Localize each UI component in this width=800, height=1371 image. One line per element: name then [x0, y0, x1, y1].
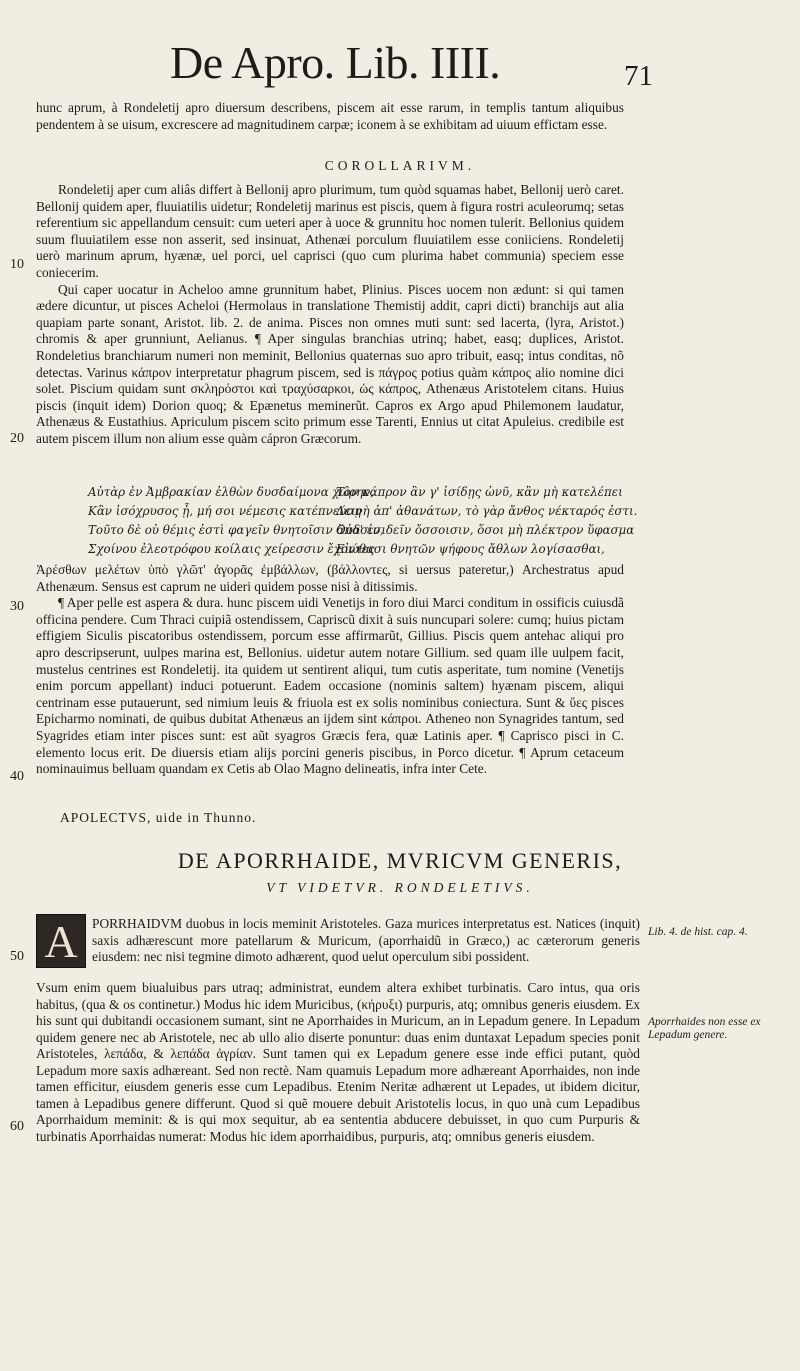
corollarium-paragraph: Qui caper uocatur in Acheloo amne grunnitum habet, Plinius. Pisces uocem non ædunt: si qui tamen ædere dicuntur, ut pisces Acheloi (Hermolaus in translatione Themistij addit, capri dicti) branchijs aut alia quapiam parte sonant, Aristot. lib. 2. de anima. Pisces non omnes muti sunt: sed lacerta, (lyra, Aristot.) chromis & aper grunniunt, Aelianus. ¶ Aper singulas branchias utrinq; habet, easq; duplices, Aristot. Rondeletius branchiarum numeri non meminit, Bellonius quaternas suo apro tribuit, easq; intus conditas, nõ detectas. Varinus κάπρον interpretatur phagrum piscem, sed is πάγρος potius quàm κάπρος alio nomine dici solet. Piscium quidam sunt σκληρόστοι καὶ τραχύσαρκοι, ὡς κάπρος, Athenæus Aristotelem citans. Huius piscis (inquit idem) Dorion quoq; & Epænetus meminerũt. Capros ex Argo apud Philemonem laudatur, Athenæus & Eustathius. Apriculum piscem scito primum esse Tarenti, Ennius ut citat Apuleius. credibile est autem piscem illum non alium esse quàm cápron Græcorum. [36, 281, 624, 446]
verse-row [88, 522, 635, 541]
verse-right: Εἰώθασι θνητῶν ψήφους ἄθλων λογίσασθαι, [336, 542, 605, 556]
verse-row [88, 541, 628, 560]
verse-left: Αὐτὰρ ἐν Ἀμβρακίαν ἐλθὼν δυσδαίμονα χώρην, [88, 485, 375, 499]
verse-tail-and-aper [36, 562, 624, 778]
verse-left: Κἂν ἰσόχρυσος ᾖ, μή σοι νέμεσις κατέπνεύσῃ [88, 504, 362, 518]
verse-right: Τὸν κάπρον ἂν γ' ἰσίδῃς ὠνῦ, κἂν μὴ κατελέπει [336, 485, 623, 499]
line-number: 30 [10, 599, 24, 614]
line-number: 40 [10, 769, 24, 784]
line-number: 10 [10, 257, 24, 272]
line-number: 20 [10, 431, 24, 446]
corollarium-paragraph: Rondeletij aper cum aliâs differt à Bellonij apro plurimum, tum quòd squamas habet, Bellonij uerò caret. Bellonij quidem aper, fluuiatilis uidetur; Rondeletij marinus est piscis, quem à figura rostri aculeorumq; setas referentium sic appellandum censuit: cum ueteri aper à uoce & grunnitu hoc nomen tulerit. Bellonius quidem suum fluuiatilem esse non asserit, sed insinuat, Athenæi porculum fluuiatilem esse coniiciens. Rondeletij uerò marinum aprum, hyænæ, uel porci, uel caprisci (quo cum plurima habet communia) speciem esse coniecerim. [36, 182, 624, 280]
section-subtitle: VT VIDETVR. RONDELETIVS. [266, 880, 534, 895]
intro-paragraph [36, 100, 624, 133]
corollarium-body [36, 182, 624, 448]
page-number: 71 [624, 60, 653, 92]
aper-paragraph: ¶ Aper pelle est aspera & dura. hunc piscem uidi Venetijs in foro diui Marci conditum in ossificis cuiusdã officina pendere. Cum Thraci cuipiã ostendissem, Capriscũ dixit à suis nuncupari solere: cumq; huius pictam effigiem Siculis piscatoribus ostendissem, porcum esse affirmarũt, Gillius. Piscis quem antehac aliqui pro apro descripserunt, uulpes marina est, Bellonius. uidetur autem notare Gillium. sed quam ille uulpem facit, mustelus centrines est Rondeletij. ita quidem ut sentirent aliqui, tum cutis asperitate, tum nomine (Venetijs enim porcum appellant) induci potuerunt. Eadem occasione (nominis saltem) hyænam piscem, aliqui centrinam esse putauerunt, sed nimium leuis & friuola est ex solis nominibus coniectura. Sunt & ὕες pisces Epicharmo nominati, de quibus dubitat Athenæus an ijdem sint κάπροι. Atheneo non Synagrides tantum, sed Syagrides etiam inter pisces sunt: est aũt syagros Græcis fera, quæ Latinis aper. ¶ Caprisco pisci in C. elemento locus erit. De diuersis etiam alijs porcini generis piscibus, in Porco dicetur. ¶ Aprum cetaceum nominauimus belluam quandam ex Cetis ab Olao Magno delineatis, infra inter Cete. [36, 595, 624, 777]
section-title: DE APORRHAIDE, MVRICVM GENERIS, [177, 848, 623, 873]
verse-tail: Ἀρέσθων μελέτων ὑπὸ γλῶτ' ἀγορᾶς ἐμβάλλων, (βάλλοντες, si uersus pateretur,) Archestratus apud Athenæum. Sensus est caprum ne uideri quidem posse nisi à ditissimis. [36, 562, 624, 594]
greek-verses [88, 484, 638, 560]
verse-row [88, 503, 638, 522]
apolectus-reference: APOLECTVS, uide in Thunno. [60, 810, 257, 825]
verse-right: Δεινὴ ἀπ' ἀθανάτων, τὸ γὰρ ἄνθος νέκταρός ἐστι. [336, 504, 638, 518]
section-first-lines: PORRHAIDVM duobus in locis meminit Aristoteles. Gaza murices interpretatus est. Natices (inquit) saxis adhærescunt more patellarum & Muricum, (aporrhaidũ in Græco,) ac cæterorum generis eiusdem: nec nisi tegmine dimoto adhærent, quod uelut operculum sibi possident. [92, 916, 640, 964]
intro-text: hunc aprum, à Rondeletij apro diuersum describens, piscem ait esse rarum, in templis tantum aliquibus pendentem à se uisum, excrescere ad magnitudinem carpæ; iconem à se exhibitam ad uiuum effictam esse. [36, 100, 624, 132]
verse-left: Σχοίνου ἐλεοτρόφου κοίλαις χείρεσσιν ἔχοντες [88, 542, 375, 556]
verse-row [88, 484, 628, 503]
marginal-reference: Lib. 4. de hist. cap. 4. [648, 926, 748, 938]
corollarium-heading: COROLLARIVM. [324, 158, 476, 173]
verse-left: Τοῦτο δὲ οὐ θέμις ἐστὶ φαγεῖν θνητοῖσιν ἅπασιν, [88, 523, 384, 537]
running-head: De Apro. Lib. IIII. [170, 37, 501, 88]
verse-right: Οὐδ' ἐσιδεῖν ὄσσοισιν, ὅσοι μὴ πλέκτρον ὕφασμα [336, 523, 635, 537]
line-number: 50 [10, 949, 24, 964]
marginal-note: Aporrhaides non esse ex Lepadum genere. [648, 1016, 761, 1041]
section-body: Vsum enim quem biualuibus pars utraq; administrat, eundem altera exhibet turbinatis. Caro intus, qua oris habitus, (qua & os continetur.) Modus hic idem Muricibus, (κήρυξι) purpuris, atq; omnibus generis eiusdem. Ex his sunt qui dubitandi occasionem sumant, sint ne Aporrhaides in Muricum, an in Lepadum genere. In Lepadum quidem genere nec ab Aristotele, nec ab ullo alio diserte ponuntur: duas enim duntaxat Lepadum species ponit Aristoteles, λεπάδα, & λεπάδα ἀγρίαν. Sunt tamen qui ex Lepadum genere esse inde effici putant, quòd Lepadum more saxis adhæreant. Sed non rectè. Nam quamuis Lepadum more adhæreant Aporrhaides, non inde tamen efficitur, eiusdem generis esse cum Lepadibus. Etenim Neritæ adhærent ut Lepades, ut ibidem dicitur, tamen à Lepadibus genere differunt. Quod si quẽ mouere debuit Aristotelis locus, in quo unà cum Lepadibus Aporrhaidum meminit: & is qui mox sequitur, ab ea sententia abducere debuisset, in quo cum Purpuris & turbinatis Aporrhaidas numerat: Modus hic idem aporrhaidibus, purpuris, atq; omnibus generis eiusdem. [36, 980, 640, 1144]
decorated-initial: A [36, 914, 86, 968]
line-number: 60 [10, 1119, 24, 1134]
